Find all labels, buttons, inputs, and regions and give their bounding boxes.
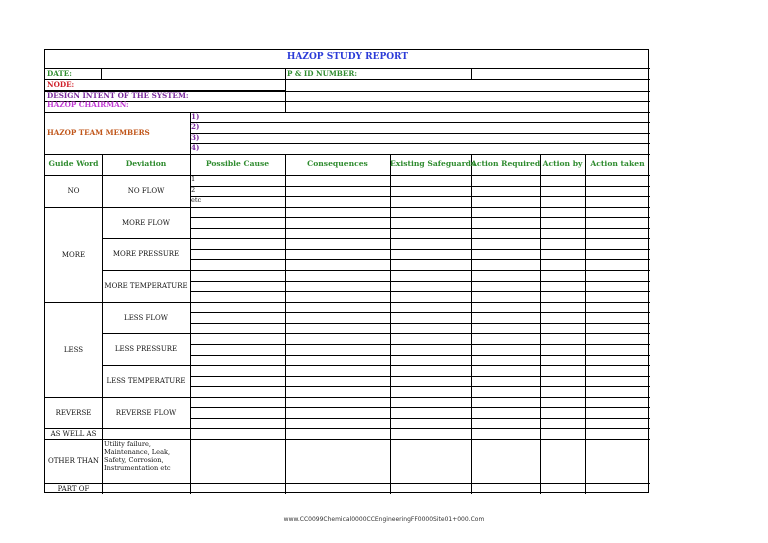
deviation-less-pressure: LESS PRESSURE bbox=[114, 345, 178, 353]
cause-hint-etc: etc bbox=[191, 196, 202, 204]
header-action-by: Action by bbox=[542, 159, 583, 168]
date-label: DATE: bbox=[47, 69, 72, 78]
header-action-required: Action Required bbox=[471, 159, 541, 168]
cause-hint-2: 2 bbox=[191, 186, 196, 194]
report-title: HAZOP STUDY REPORT bbox=[286, 52, 409, 62]
node-label: NODE: bbox=[47, 80, 75, 89]
guide-word-as-well-as: AS WELL AS bbox=[50, 429, 97, 438]
other-than-causes-note: Utility failure, Maintenance, Leak, Safety, Corrosion, Instrumentation etc bbox=[104, 440, 171, 472]
header-possible-cause: Possible Cause bbox=[205, 159, 270, 168]
hazop-team-members-label: HAZOP TEAM MEMBERS bbox=[47, 128, 150, 137]
team-member-4: 4) bbox=[191, 143, 200, 152]
deviation-more-temperature: MORE TEMPERATURE bbox=[104, 282, 188, 290]
deviation-reverse-flow: REVERSE FLOW bbox=[115, 408, 177, 417]
deviation-more-pressure: MORE PRESSURE bbox=[112, 250, 180, 258]
deviation-no-flow: NO FLOW bbox=[127, 187, 165, 195]
header-consequences: Consequences bbox=[307, 159, 368, 168]
team-member-2: 2) bbox=[191, 122, 200, 131]
hazop-chairman-label: HAZOP CHAIRMAN: bbox=[47, 100, 129, 109]
cause-hint-1: 1 bbox=[191, 175, 196, 183]
pid-number-label: P & ID NUMBER: bbox=[287, 69, 357, 78]
footer-website: www.CC0099Chemical0000CCEngineeringFF0000Site01+000.Com bbox=[283, 516, 485, 523]
header-existing-safeguards: Existing Safeguards bbox=[390, 159, 476, 168]
guide-word-no: NO bbox=[67, 187, 80, 195]
guide-word-more: MORE bbox=[61, 250, 86, 259]
team-member-1: 1) bbox=[191, 112, 200, 121]
deviation-more-flow: MORE FLOW bbox=[122, 218, 170, 227]
header-guide-word: Guide Word bbox=[48, 159, 99, 168]
deviation-less-flow: LESS FLOW bbox=[124, 313, 168, 322]
design-intent-label: DESIGN INTENT OF THE SYSTEM: bbox=[47, 91, 189, 100]
deviation-less-temperature: LESS TEMPERATURE bbox=[106, 377, 186, 385]
guide-word-other-than: OTHER THAN bbox=[47, 457, 100, 465]
hazop-report-sheet bbox=[44, 49, 649, 493]
team-member-3: 3) bbox=[191, 133, 200, 142]
guide-word-less: LESS bbox=[63, 345, 84, 354]
guide-word-reverse: REVERSE bbox=[55, 408, 92, 417]
header-action-taken: Action taken bbox=[590, 159, 645, 168]
guide-word-part-of: PART OF bbox=[57, 484, 90, 493]
header-deviation: Deviation bbox=[125, 159, 167, 168]
